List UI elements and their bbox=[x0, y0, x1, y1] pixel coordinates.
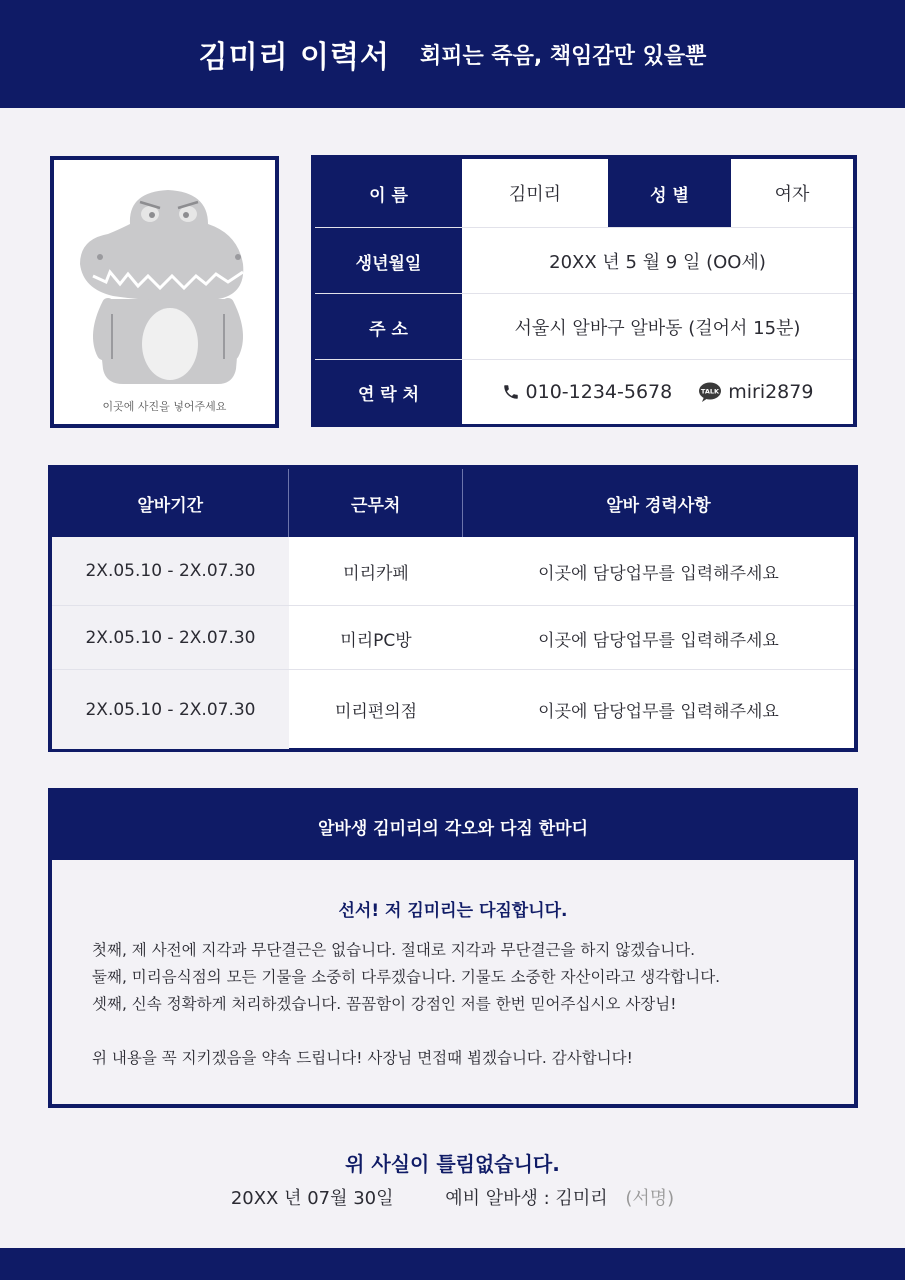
career-header-duty: 알바 경력사항 bbox=[606, 495, 711, 516]
pledge-closing[interactable]: 위 내용을 꼭 지키겠음을 약속 드립니다! 사장님 면접때 뵙겠습니다. 감사합니다! bbox=[92, 1049, 633, 1067]
signature-date[interactable]: 20XX 년 07월 30일 bbox=[230, 1188, 394, 1209]
table-row bbox=[52, 537, 854, 605]
career-place[interactable]: 미리편의점 bbox=[334, 702, 418, 722]
pledge-section bbox=[48, 788, 858, 1108]
contact-value bbox=[462, 360, 853, 424]
crocodile-character-icon bbox=[68, 184, 268, 394]
career-table-header bbox=[52, 469, 854, 537]
address-value[interactable]: 서울시 알바구 알바동 (걸어서 15분) bbox=[462, 294, 853, 360]
pledge-oath[interactable]: 선서! 저 김미리는 다짐합니다. bbox=[338, 901, 568, 921]
birth-row bbox=[315, 227, 853, 294]
table-row bbox=[52, 669, 854, 749]
gender-label: 성 별 bbox=[608, 159, 731, 227]
header-bar bbox=[0, 0, 905, 108]
contact-label: 연 락 처 bbox=[315, 360, 462, 424]
pledge-line[interactable]: 둘째, 미리음식점의 모든 기물을 소중히 다루겠습니다. 기물도 소중한 자산이라고 생각합니다. bbox=[92, 968, 721, 986]
address-row bbox=[315, 293, 853, 360]
confirm-statement: 위 사실이 틀림없습니다. bbox=[345, 1152, 560, 1176]
kakao-talk-icon bbox=[698, 382, 722, 402]
career-duty[interactable]: 이곳에 담당업무를 입력해주세요 bbox=[538, 702, 779, 722]
career-duty[interactable]: 이곳에 담당업무를 입력해주세요 bbox=[538, 630, 779, 651]
signature-applicant[interactable]: 예비 알바생 : 김미리 bbox=[445, 1188, 608, 1209]
photo-caption: 이곳에 사진을 넣어주세요 bbox=[102, 400, 227, 413]
birth-value[interactable]: 20XX 년 5 월 9 일 (OO세) bbox=[462, 228, 853, 294]
page-subtitle: 회피는 죽음, 책임감만 있을뿐 bbox=[419, 43, 707, 69]
kakao-id[interactable]: miri2879 bbox=[728, 381, 814, 403]
signature-line bbox=[0, 1184, 905, 1210]
phone-icon bbox=[502, 383, 520, 401]
footer-bar bbox=[0, 1248, 905, 1280]
name-value[interactable]: 김미리 bbox=[462, 159, 608, 227]
name-row bbox=[315, 159, 853, 227]
career-header-period: 알바기간 bbox=[52, 469, 289, 537]
pledge-line[interactable]: 셋째, 신속 정확하게 처리하겠습니다. 꼼꼼함이 강점인 저를 한번 믿어주십시오 사장님! bbox=[92, 995, 677, 1013]
phone-number[interactable]: 010-1234-5678 bbox=[525, 381, 673, 403]
photo-box[interactable] bbox=[50, 156, 279, 428]
name-label: 이 름 bbox=[315, 159, 462, 227]
pledge-line[interactable]: 첫째, 제 사전에 지각과 무단결근은 없습니다. 절대로 지각과 무단결근을 하지 않겠습니다. bbox=[92, 941, 696, 959]
gender-value[interactable]: 여자 bbox=[731, 159, 853, 227]
birth-label: 생년월일 bbox=[315, 228, 462, 294]
pledge-title: 알바생 김미리의 각오와 다짐 한마디 bbox=[52, 792, 854, 860]
career-period[interactable]: 2X.05.10 - 2X.07.30 bbox=[52, 606, 289, 670]
profile-table bbox=[311, 155, 857, 427]
table-row bbox=[52, 605, 854, 670]
career-period[interactable]: 2X.05.10 - 2X.07.30 bbox=[52, 670, 289, 749]
address-label: 주 소 bbox=[315, 294, 462, 360]
career-place[interactable]: 미리카페 bbox=[343, 563, 409, 584]
contact-row bbox=[315, 359, 853, 424]
page-title: 김미리 이력서 bbox=[198, 40, 390, 75]
svg-text:TALK: TALK bbox=[701, 387, 720, 396]
career-place[interactable]: 미리PC방 bbox=[340, 630, 412, 651]
career-table bbox=[48, 465, 858, 752]
signature-sign[interactable]: (서명) bbox=[625, 1188, 675, 1209]
career-header-place: 근무처 bbox=[289, 469, 463, 537]
career-duty[interactable]: 이곳에 담당업무를 입력해주세요 bbox=[538, 563, 779, 584]
career-period[interactable]: 2X.05.10 - 2X.07.30 bbox=[52, 537, 289, 605]
